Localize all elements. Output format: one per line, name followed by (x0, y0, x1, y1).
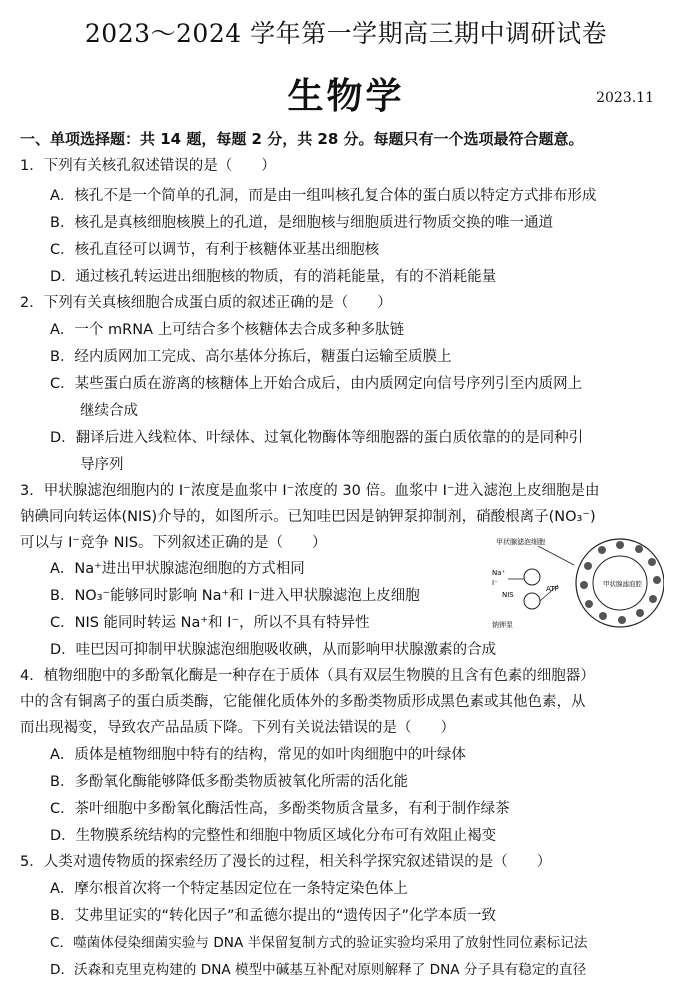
question-4-option-d: D．生物膜系统结构的完整性和细胞中物质区域化分布可有效阻止褐变 (50, 828, 497, 844)
question-5-option-d: D．沃森和克里克构建的 DNA 模型中碱基互补配对原则解释了 DNA 分子具有稳定的直径 (50, 962, 587, 978)
question-2-option-a: A．一个 mRNA 上可结合多个核糖体去合成多种多肽链 (50, 322, 405, 338)
question-4-stem-line-1: 4．植物细胞中的多酚氧化酶是一种存在于质体（具有双层生物膜的且含有色素的细胞器） (20, 668, 595, 684)
question-4-stem-line-2: 中的含有铜离子的蛋白质类酶，它能催化质体外的多酚类物质形成黑色素或其他色素，从 (20, 694, 586, 710)
question-4-option-b: B．多酚氧化酶能够降低多酚类物质被氧化所需的活化能 (50, 774, 408, 790)
exam-date: 2023.11 (596, 90, 654, 106)
question-1-option-c: C．核孔直径可以调节，有利于核糖体亚基出细胞核 (50, 242, 380, 258)
question-2-option-b: B．经内质网加工完成、高尔基体分拣后，糖蛋白运输至质膜上 (50, 349, 452, 365)
figure-label-na: Na⁺ (492, 569, 506, 577)
nis-transporter-icon (524, 569, 540, 585)
question-1-option-a: A．核孔不是一个简单的孔洞，而是由一组叫核孔复合体的蛋白质以特定方式排布形成 (50, 188, 597, 204)
question-3-stem-line-2: 钠碘同向转运体(NIS)介导的，如图所示。已知哇巴因是钠钾泵抑制剂，硝酸根离子(NO₃⁻) (20, 509, 596, 525)
question-3-stem-line-1: 3．甲状腺滤泡细胞内的 I⁻浓度是血浆中 I⁻浓度的 30 倍。血浆中 I⁻进入滤泡上皮细胞是由 (20, 483, 600, 499)
section-heading: 一、单项选择题：共 14 题，每题 2 分，共 28 分。每题只有一个选项最符合题意。 (20, 130, 584, 148)
question-3-stem-line-3: 可以与 I⁻竞争 NIS。下列叙述正确的是（ ） (20, 535, 327, 551)
subject-title: 生物学 (287, 75, 405, 117)
question-4-option-a: A．质体是植物细胞中特有的结构，常见的如叶肉细胞中的叶绿体 (50, 747, 466, 763)
figure-label-lumen: 甲状腺滤泡腔 (603, 580, 642, 588)
question-2-stem: 2．下列有关真核细胞合成蛋白质的叙述正确的是（ ） (20, 295, 392, 311)
figure-label-pump: 钠钾泵 (492, 621, 513, 629)
question-1-stem: 1．下列有关核孔叙述错误的是（ ） (20, 158, 276, 174)
question-3-option-a: A．Na⁺进出甲状腺滤泡细胞的方式相同 (50, 561, 305, 577)
thyroid-follicle-figure (488, 535, 664, 631)
question-5-option-b: B．艾弗里证实的“转化因子”和孟德尔提出的“遗传因子”化学本质一致 (50, 908, 496, 924)
figure-label-top: 甲状腺滤泡细胞 (496, 538, 545, 546)
question-3-option-c: C．NIS 能同时转运 Na⁺和 I⁻，所以不具有特异性 (50, 615, 370, 631)
question-1-option-b: B．核孔是真核细胞核膜上的孔道，是细胞核与细胞质进行物质交换的唯一通道 (50, 215, 553, 231)
question-5-stem: 5．人类对遗传物质的探索经历了漫长的过程，相关科学探究叙述错误的是（ ） (20, 854, 552, 870)
question-1-option-d: D．通过核孔转运进出细胞核的物质，有的消耗能量，有的不消耗能量 (50, 269, 497, 285)
sodium-potassium-pump-icon (524, 593, 540, 609)
question-2-option-c: C．某些蛋白质在游离的核糖体上开始合成后，由内质网定向信号序列引至内质网上 (50, 376, 583, 392)
question-2-option-d-cont: 导序列 (80, 457, 124, 473)
question-2-option-d: D．翻译后进入线粒体、叶绿体、过氧化物酶体等细胞器的蛋白质依靠的的是同种引 (50, 430, 584, 446)
figure-label-atp: ATP (546, 585, 559, 593)
question-2-option-c-cont: 继续合成 (80, 403, 138, 419)
question-5-option-c: C．噬菌体侵染细菌实验与 DNA 半保留复制方式的验证实验均采用了放射性同位素标记法 (50, 935, 588, 951)
figure-label-nis: NIS (502, 591, 514, 599)
question-4-stem-line-3: 而出现褐变，导致农产品品质下降。下列有关说法错误的是（ ） (20, 720, 455, 736)
figure-label-i: I⁻ (492, 579, 498, 587)
question-3-option-b: B．NO₃⁻能够同时影响 Na⁺和 I⁻进入甲状腺滤泡上皮细胞 (50, 588, 420, 604)
label-pointer-line (538, 546, 574, 565)
question-3-option-d: D．哇巴因可抑制甲状腺滤泡细胞吸收碘，从而影响甲状腺激素的合成 (50, 642, 497, 658)
question-4-option-c: C．茶叶细胞中多酚氧化酶活性高，多酚类物质含量多，有利于制作绿茶 (50, 801, 510, 817)
question-5-option-a: A．摩尔根首次将一个特定基因定位在一条特定染色体上 (50, 881, 408, 897)
exam-title: 2023～2024 学年第一学期高三期中调研试卷 (84, 19, 608, 48)
